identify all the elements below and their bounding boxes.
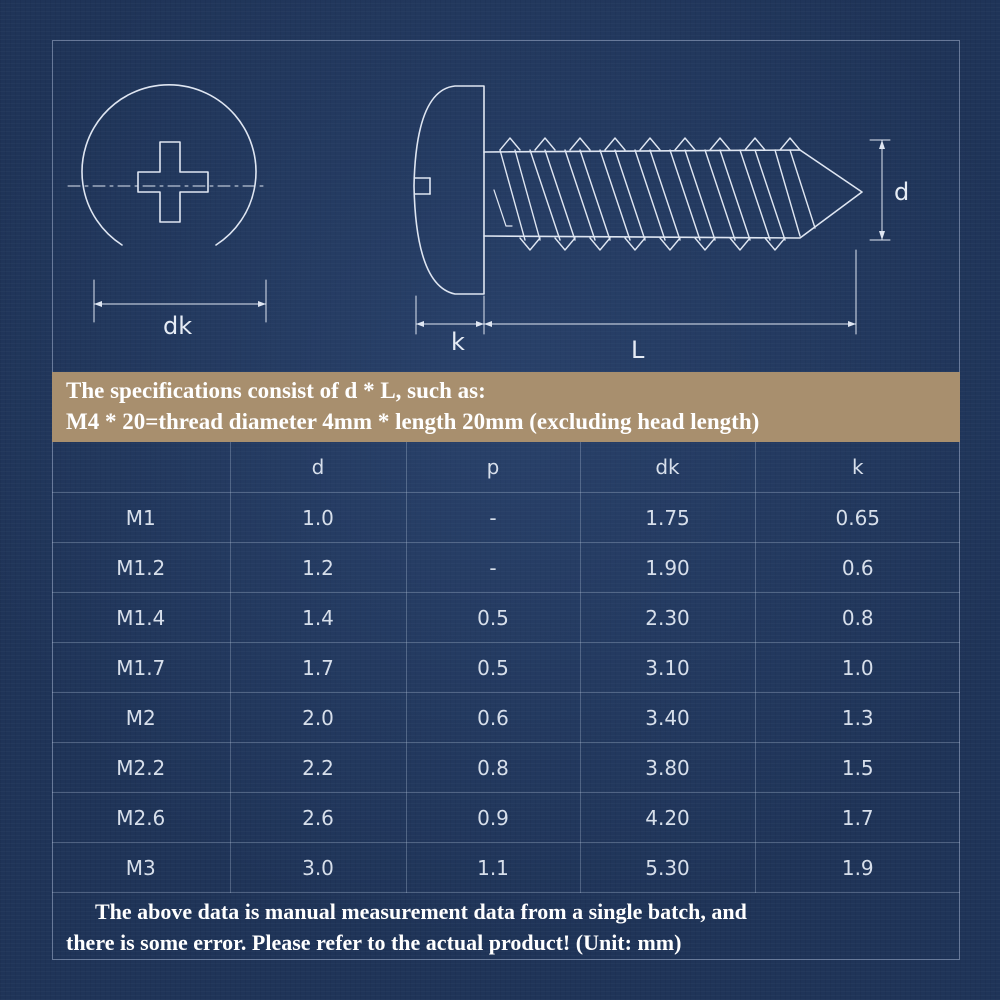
table-row [52, 643, 960, 693]
table-cell: 3.40 [580, 693, 755, 743]
table-cell: 1.1 [406, 843, 580, 893]
table-cell: 3.0 [230, 843, 406, 893]
table-cell: 0.6 [406, 693, 580, 743]
table-cell: 2.30 [580, 593, 755, 643]
screw-side-view [414, 86, 890, 334]
table-cell: M2.2 [52, 743, 230, 793]
table-cell: 3.10 [580, 643, 755, 693]
table-cell: M3 [52, 843, 230, 893]
thread-lines [500, 150, 815, 240]
table-cell: 2.6 [230, 793, 406, 843]
table-cell: 1.5 [755, 743, 960, 793]
spec-table [52, 442, 960, 893]
table-row [52, 593, 960, 643]
table-cell: 0.5 [406, 593, 580, 643]
table-cell: 4.20 [580, 793, 755, 843]
table-cell: M2.6 [52, 793, 230, 843]
table-row [52, 493, 960, 543]
phillips-cross-icon [138, 142, 208, 222]
header-cell: k [755, 442, 960, 493]
table-cell: - [406, 543, 580, 593]
table-row [52, 843, 960, 893]
specification-banner [52, 372, 960, 442]
table-cell: 5.30 [580, 843, 755, 893]
table-cell: 1.7 [755, 793, 960, 843]
footer-note [66, 896, 946, 958]
table-cell: M1.2 [52, 543, 230, 593]
table-cell: 0.8 [406, 743, 580, 793]
header-cell: dk [580, 442, 755, 493]
table-cell: M1 [52, 493, 230, 543]
table-cell: 2.0 [230, 693, 406, 743]
d-dimension-label: d [894, 178, 910, 206]
table-row [52, 743, 960, 793]
table-cell: 0.65 [755, 493, 960, 543]
table-row [52, 543, 960, 593]
table-cell: 2.2 [230, 743, 406, 793]
table-cell: 1.75 [580, 493, 755, 543]
table-cell: 1.0 [755, 643, 960, 693]
table-cell: 1.2 [230, 543, 406, 593]
table-cell: 0.5 [406, 643, 580, 693]
table-cell: 1.9 [755, 843, 960, 893]
table-row [52, 693, 960, 743]
k-dimension-label: k [451, 328, 465, 356]
table-header-row [52, 442, 960, 493]
header-cell [52, 442, 230, 493]
footer-line-2: there is some error. Please refer to the actual product! (Unit: mm) [66, 930, 682, 955]
table-cell: 0.9 [406, 793, 580, 843]
table-cell: 0.6 [755, 543, 960, 593]
dk-dimension-label: dk [163, 312, 193, 340]
table-cell: - [406, 493, 580, 543]
table-row [52, 793, 960, 843]
screw-technical-drawing [0, 0, 1000, 372]
table-cell: 1.3 [755, 693, 960, 743]
footer-line-1: The above data is manual measurement data from a single batch, and [95, 899, 747, 924]
table-cell: 1.0 [230, 493, 406, 543]
screw-head-top-view [68, 85, 268, 322]
table-cell: 0.8 [755, 593, 960, 643]
table-cell: 3.80 [580, 743, 755, 793]
table-cell: M1.4 [52, 593, 230, 643]
table-cell: 1.4 [230, 593, 406, 643]
header-cell: d [230, 442, 406, 493]
header-cell: p [406, 442, 580, 493]
table-cell: M1.7 [52, 643, 230, 693]
table-cell: M2 [52, 693, 230, 743]
L-dimension-label: L [631, 336, 645, 364]
banner-line-1: The specifications consist of d * L, such as: [66, 378, 486, 403]
table-cell: 1.7 [230, 643, 406, 693]
banner-line-2: M4 * 20=thread diameter 4mm * length 20mm (excluding head length) [66, 409, 760, 434]
table-cell: 1.90 [580, 543, 755, 593]
